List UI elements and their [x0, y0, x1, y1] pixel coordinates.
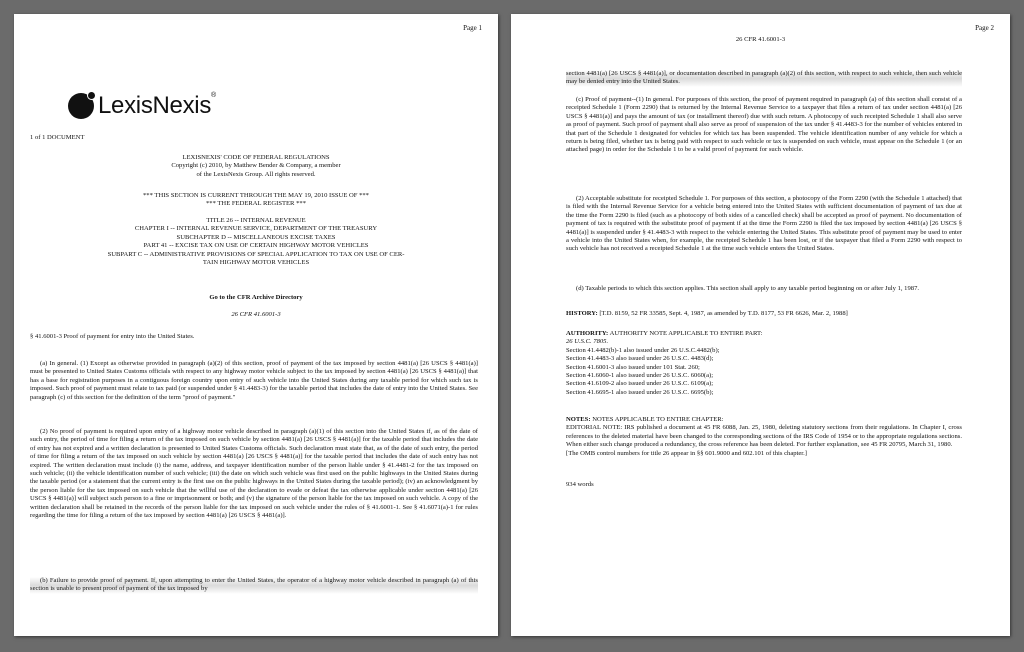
- notes-text: NOTES APPLICABLE TO ENTIRE CHAPTER:: [592, 416, 724, 423]
- subchapter-line: SUBCHAPTER D -- MISCELLANEOUS EXCISE TAXES: [176, 233, 336, 241]
- authority-line: Section 41.6695-1 also issued under 26 U.S.C. 6695(b);: [566, 388, 714, 396]
- citation-header: 26 CFR 41.6001-3: [735, 36, 786, 43]
- copyright-line: of the LexisNexis Group. All rights reserved.: [196, 170, 316, 178]
- page-number: Page 1: [463, 24, 482, 32]
- authority-label: AUTHORITY:: [566, 330, 609, 337]
- history-label: HISTORY:: [566, 310, 598, 317]
- authority-text: AUTHORITY NOTE APPLICABLE TO ENTIRE PART:: [609, 330, 763, 337]
- history-text: [T.D. 8159, 52 FR 33585, Sept. 4, 1987, as amended by T.D. 8177, 53 FR 6626, Mar. 2, 1988]: [599, 310, 848, 317]
- paragraph-a: (a) In general. (1) Except as otherwise provided in paragraph (a)(2) of this section, proof of payment of the tax imposed by section 4481(a) [26 USCS § 4481(a)] must be presented to United States Customs officials with respect to any highway motor vehicle subject to the tax imposed by section 4481(a) [26 USCS § 4481(a)] that has a base for registration purposes in a contiguous foreign country upon entry of such vehicle into the United States during any taxable period for which such tax is imposed. Such proof of payment must relate to tax paid (or suspended under § 41.4483-3) for the taxable period that includes the date of entry into the United States. See paragraph (c) of this section for the definition of the term "proof of payment.": [30, 360, 478, 401]
- omb-note: [The OMB control numbers for title 26 appear in §§ 601.9000 and 602.101 of this chapter.]: [566, 449, 807, 457]
- notes-block: [566, 416, 962, 458]
- citation: 26 CFR 41.6001-3: [231, 311, 281, 318]
- editorial-note: EDITORIAL NOTE: IRS published a document at 45 FR 6088, Jan. 25, 1980, deleting statutory sections from their regulations. In Chapter I, cross references to the deleted material have been changed to the corresponding sections of the IRS Code of 1954 or to the appropriate regulations sections. When either such change produced a redundancy, the cross reference has been deleted. For further explanation, see 45 FR 20795, March 31, 1980.: [566, 424, 962, 449]
- section-title: § 41.6001-3 Proof of payment for entry into the United States.: [30, 333, 195, 340]
- paragraph-b: (b) Failure to provide proof of payment. If, upon attempting to enter the United States, the operator of a highway motor vehicle described in paragraph (a) of this section is unable to present proof of payment of the tax imposed by: [30, 577, 478, 593]
- authority-line: Section 41.4482(b)-1 also issued under 26 U.S.C.4482(b);: [566, 346, 720, 354]
- publisher-block: [54, 154, 458, 179]
- part-line: PART 41 -- EXCISE TAX ON USE OF CERTAIN HIGHWAY MOTOR VEHICLES: [143, 242, 369, 250]
- history-block: [566, 310, 962, 318]
- paragraph-a2: (2) No proof of payment is required upon entry of a highway motor vehicle described in paragraph (a)(1) of this section into the United States if, as of the date of such entry, the period of time for filing a return of the tax imposed on such vehicle by section 4481(a) [26 USCS § 4481(a)] for the taxable period that includes the date of entry has not expired and a written declaration is presented to United States Customs officials. Such declaration must state that, as of the date of such entry, the period of time for filing a return of the tax imposed on such vehicle by section 4481(a) [26 USCS § 4481(a)] for the taxable period that includes the date of such entry has not expired. The written declaration must include (i) the name, address, and taxpayer identification number of the person liable under § 41.4481-2 for the tax imposed on such vehicle; (ii) the vehicle identification number of such vehicle; (iii) the date on which such vehicle was first used on the public highways in the United States during the taxable period (or a statement that the current entry is the first use on the public highways in the United States during the taxable period); (iv) an acknowledgment by the person liable for the tax imposed on such vehicle that the willful use of the declaration to evade or defeat the tax otherwise applicable under section 4481(a) [26 USCS § 4481(a)] will subject such person to a fine or imprisonment or both; and (v) the signature of the person liable for the tax imposed on such vehicle. A copy of the written declaration shall be retained in the records of the person liable for the tax imposed on such vehicle under the rules of § 41.6001-1. See § 41.6071(a)-1 for rules regarding the time for filing a return of the tax imposed by section 4481(a) [26 USCS § 4481(a)].: [30, 428, 478, 520]
- title-line: TITLE 26 -- INTERNAL REVENUE: [206, 217, 306, 224]
- authority-line: Section 41.6001-3 also issued under 101 Stat. 260;: [566, 363, 700, 371]
- globe-icon: [68, 93, 94, 119]
- document-page-1: [14, 14, 498, 636]
- publisher-title: LEXISNEXIS' CODE OF FEDERAL REGULATIONS: [182, 154, 330, 161]
- page-number: Page 2: [975, 24, 994, 32]
- lexisnexis-logo: [68, 92, 216, 120]
- subpart-line: SUBPART C -- ADMINISTRATIVE PROVISIONS OF SPECIAL APPLICATION TO TAX ON USE OF CER-: [107, 250, 405, 258]
- notes-label: NOTES:: [566, 416, 591, 423]
- subpart-line: TAIN HIGHWAY MOTOR VEHICLES: [202, 259, 310, 267]
- copyright-line: Copyright (c) 2010, by Matthew Bender & Company, a member: [171, 162, 341, 170]
- document-count: 1 of 1 DOCUMENT: [30, 134, 85, 141]
- paragraph-d: (d) Taxable periods to which this section applies. This section shall apply to any taxable period beginning on or after July 1, 1987.: [576, 285, 920, 292]
- authority-line: Section 41.6060-1 also issued under 26 U.S.C. 6060(a);: [566, 372, 714, 380]
- authority-line: Section 41.4483-3 also issued under 26 U.S.C. 4483(d);: [566, 355, 714, 363]
- word-count: 934 words: [566, 481, 594, 488]
- paragraph-c2: (2) Acceptable substitute for receipted Schedule 1. For purposes of this section, a photocopy of the Form 2290 (with the Schedule 1 attached) that is filed with the Internal Revenue Service for a vehicle being entered into the United States with sufficient documentation of payment of tax due at the time the Form 2290 is filed (such as a photocopy of both sides of a cancelled check) shall be accepted as proof of payment. No documentation of payment of tax is required with the substitute proof of payment if at the time the Form 2290 is filed the tax imposed by section 4481(a) [26 USCS § 4481(a)] is suspended under § 41.4483-3 with respect to the vehicle entering the United States. This substitute proof of payment may be used to enter a vehicle into the United States when, for example, the receipted Schedule 1 has been lost, or if the taxpayer that filed a Form 2290 with respect to such vehicle has not received a receipted Schedule 1 at the time such vehicle enters the United States.: [566, 195, 962, 253]
- chapter-line: CHAPTER I -- INTERNAL REVENUE SERVICE, DEPARTMENT OF THE TREASURY: [134, 225, 378, 233]
- paragraph-b-continued: section 4481(a) [26 USCS § 4481(a)], or documentation described in paragraph (a)(2) of this section, with respect to such vehicle, then such vehicle may be denied entry into the United States.: [566, 70, 962, 86]
- currency-notice: [54, 192, 458, 209]
- authority-line: 26 U.S.C. 7805.: [566, 338, 609, 346]
- document-page-2: [511, 14, 1010, 636]
- currency-line: *** THIS SECTION IS CURRENT THROUGH THE MAY 19, 2010 ISSUE OF ***: [143, 192, 369, 199]
- currency-line: *** THE FEDERAL REGISTER ***: [205, 200, 306, 208]
- archive-link[interactable]: Go to the CFR Archive Directory: [209, 294, 303, 301]
- paragraph-c: (c) Proof of payment--(1) In general. For purposes of this section, the proof of payment required in paragraph (a) of this section shall consist of a receipted Schedule 1 (Form 2290) that is returned by the Internal Revenue Service to a taxpayer that files a return of tax under section 4481(a) [26 USCS § 4481(a)] and pays the amount of tax (or installment thereof) due with such return. A photocopy of such receipted Schedule 1 shall also serve as proof of payment. Such proof of payment shall also serve as proof of suspension of the tax under § 41.4483-3 for the number of vehicles entered in that part of the Schedule 1 designated for vehicles for which tax has been suspended. The vehicle identification number of any vehicle for which a return is being filed, whether tax is being paid with respect to such vehicle or tax is suspended on such vehicle, must appear on the Schedule 1 (or an attached page) in order for the Schedule 1 to be a valid proof of payment for such vehicle.: [566, 96, 962, 154]
- hierarchy-block: [34, 217, 478, 267]
- logo-text: LexisNexis®: [98, 92, 216, 119]
- authority-line: Section 41.6109-2 also issued under 26 U.S.C. 6109(a);: [566, 380, 714, 388]
- authority-block: [566, 330, 962, 397]
